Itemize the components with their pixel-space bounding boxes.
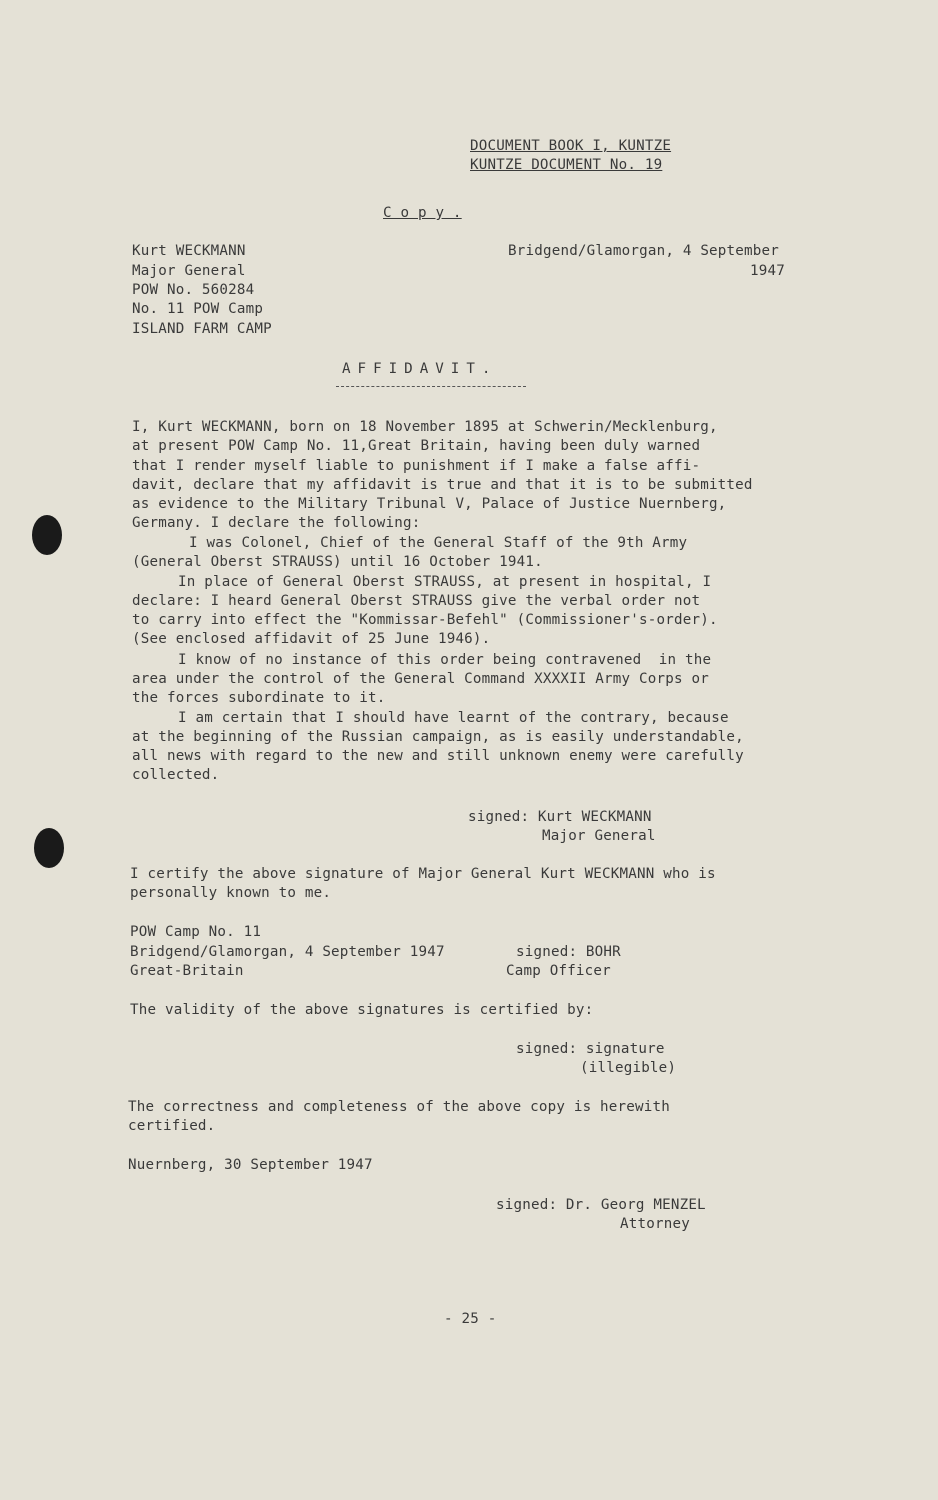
punch-hole <box>34 828 64 868</box>
body-line: area under the control of the General Command XXXXII Army Corps or <box>132 671 709 687</box>
sender-rank: Major General <box>132 263 246 279</box>
punch-hole <box>32 515 62 555</box>
signature-bohr: signed: BOHR <box>516 944 621 960</box>
title-divider <box>336 386 526 387</box>
body-line: (See enclosed affidavit of 25 June 1946). <box>132 631 491 647</box>
signature-illegible-note: (illegible) <box>580 1060 677 1076</box>
camp-place-date: Bridgend/Glamorgan, 4 September 1947 <box>130 944 445 960</box>
document-number: KUNTZE DOCUMENT No. 19 <box>470 157 663 173</box>
signature-menzel-title: Attorney <box>620 1216 690 1232</box>
sender-camp: No. 11 POW Camp <box>132 301 264 317</box>
nuernberg-date: Nuernberg, 30 September 1947 <box>128 1157 373 1173</box>
body-line: that I render myself liable to punishment if I make a false affi- <box>132 458 701 474</box>
document-book-ref: DOCUMENT BOOK I, KUNTZE <box>470 138 672 154</box>
affidavit-title: AFFIDAVIT. <box>342 361 498 377</box>
body-line: I am certain that I should have learnt of the contrary, because <box>178 710 729 726</box>
body-line: all news with regard to the new and still unknown enemy were carefully <box>132 748 744 764</box>
page-number: - 25 - <box>444 1311 497 1327</box>
correctness-line: certified. <box>128 1118 216 1134</box>
body-line: at the beginning of the Russian campaign, as is easily understandable, <box>132 729 744 745</box>
camp-number: POW Camp No. 11 <box>130 924 262 940</box>
signature-weckmann-rank: Major General <box>542 828 656 844</box>
body-line: Germany. I declare the following: <box>132 515 421 531</box>
signature-weckmann: signed: Kurt WECKMANN <box>468 809 652 825</box>
signature-bohr-title: Camp Officer <box>506 963 611 979</box>
body-line: at present POW Camp No. 11,Great Britain, having been duly warned <box>132 438 701 454</box>
body-line: I, Kurt WECKMANN, born on 18 November 1895 at Schwerin/Mecklenburg, <box>132 419 718 435</box>
body-line: In place of General Oberst STRAUSS, at present in hospital, I <box>178 574 712 590</box>
body-line: (General Oberst STRAUSS) until 16 October 1941. <box>132 554 543 570</box>
place-date: Bridgend/Glamorgan, 4 September <box>508 243 779 259</box>
signature-menzel: signed: Dr. Georg MENZEL <box>496 1197 706 1213</box>
sender-camp-name: ISLAND FARM CAMP <box>132 321 272 337</box>
body-line: the forces subordinate to it. <box>132 690 386 706</box>
certify-line: I certify the above signature of Major General Kurt WECKMANN who is <box>130 866 716 882</box>
sender-name: Kurt WECKMANN <box>132 243 246 259</box>
signature-illegible: signed: signature <box>516 1041 665 1057</box>
validity-statement: The validity of the above signatures is certified by: <box>130 1002 594 1018</box>
sender-pow-number: POW No. 560284 <box>132 282 255 298</box>
certify-line: personally known to me. <box>130 885 332 901</box>
body-line: to carry into effect the "Kommissar-Befehl" (Commissioner's-order). <box>132 612 718 628</box>
body-line: I know of no instance of this order being contravened in the <box>178 652 712 668</box>
body-line: as evidence to the Military Tribunal V, Palace of Justice Nuernberg, <box>132 496 727 512</box>
correctness-line: The correctness and completeness of the above copy is herewith <box>128 1099 670 1115</box>
place-date-year: 1947 <box>750 263 785 279</box>
camp-country: Great-Britain <box>130 963 244 979</box>
body-line: davit, declare that my affidavit is true and that it is to be submitted <box>132 477 753 493</box>
copy-label: C o p y . <box>383 205 462 221</box>
body-line: I was Colonel, Chief of the General Staff of the 9th Army <box>189 535 688 551</box>
body-line: collected. <box>132 767 220 783</box>
body-line: declare: I heard General Oberst STRAUSS give the verbal order not <box>132 593 701 609</box>
